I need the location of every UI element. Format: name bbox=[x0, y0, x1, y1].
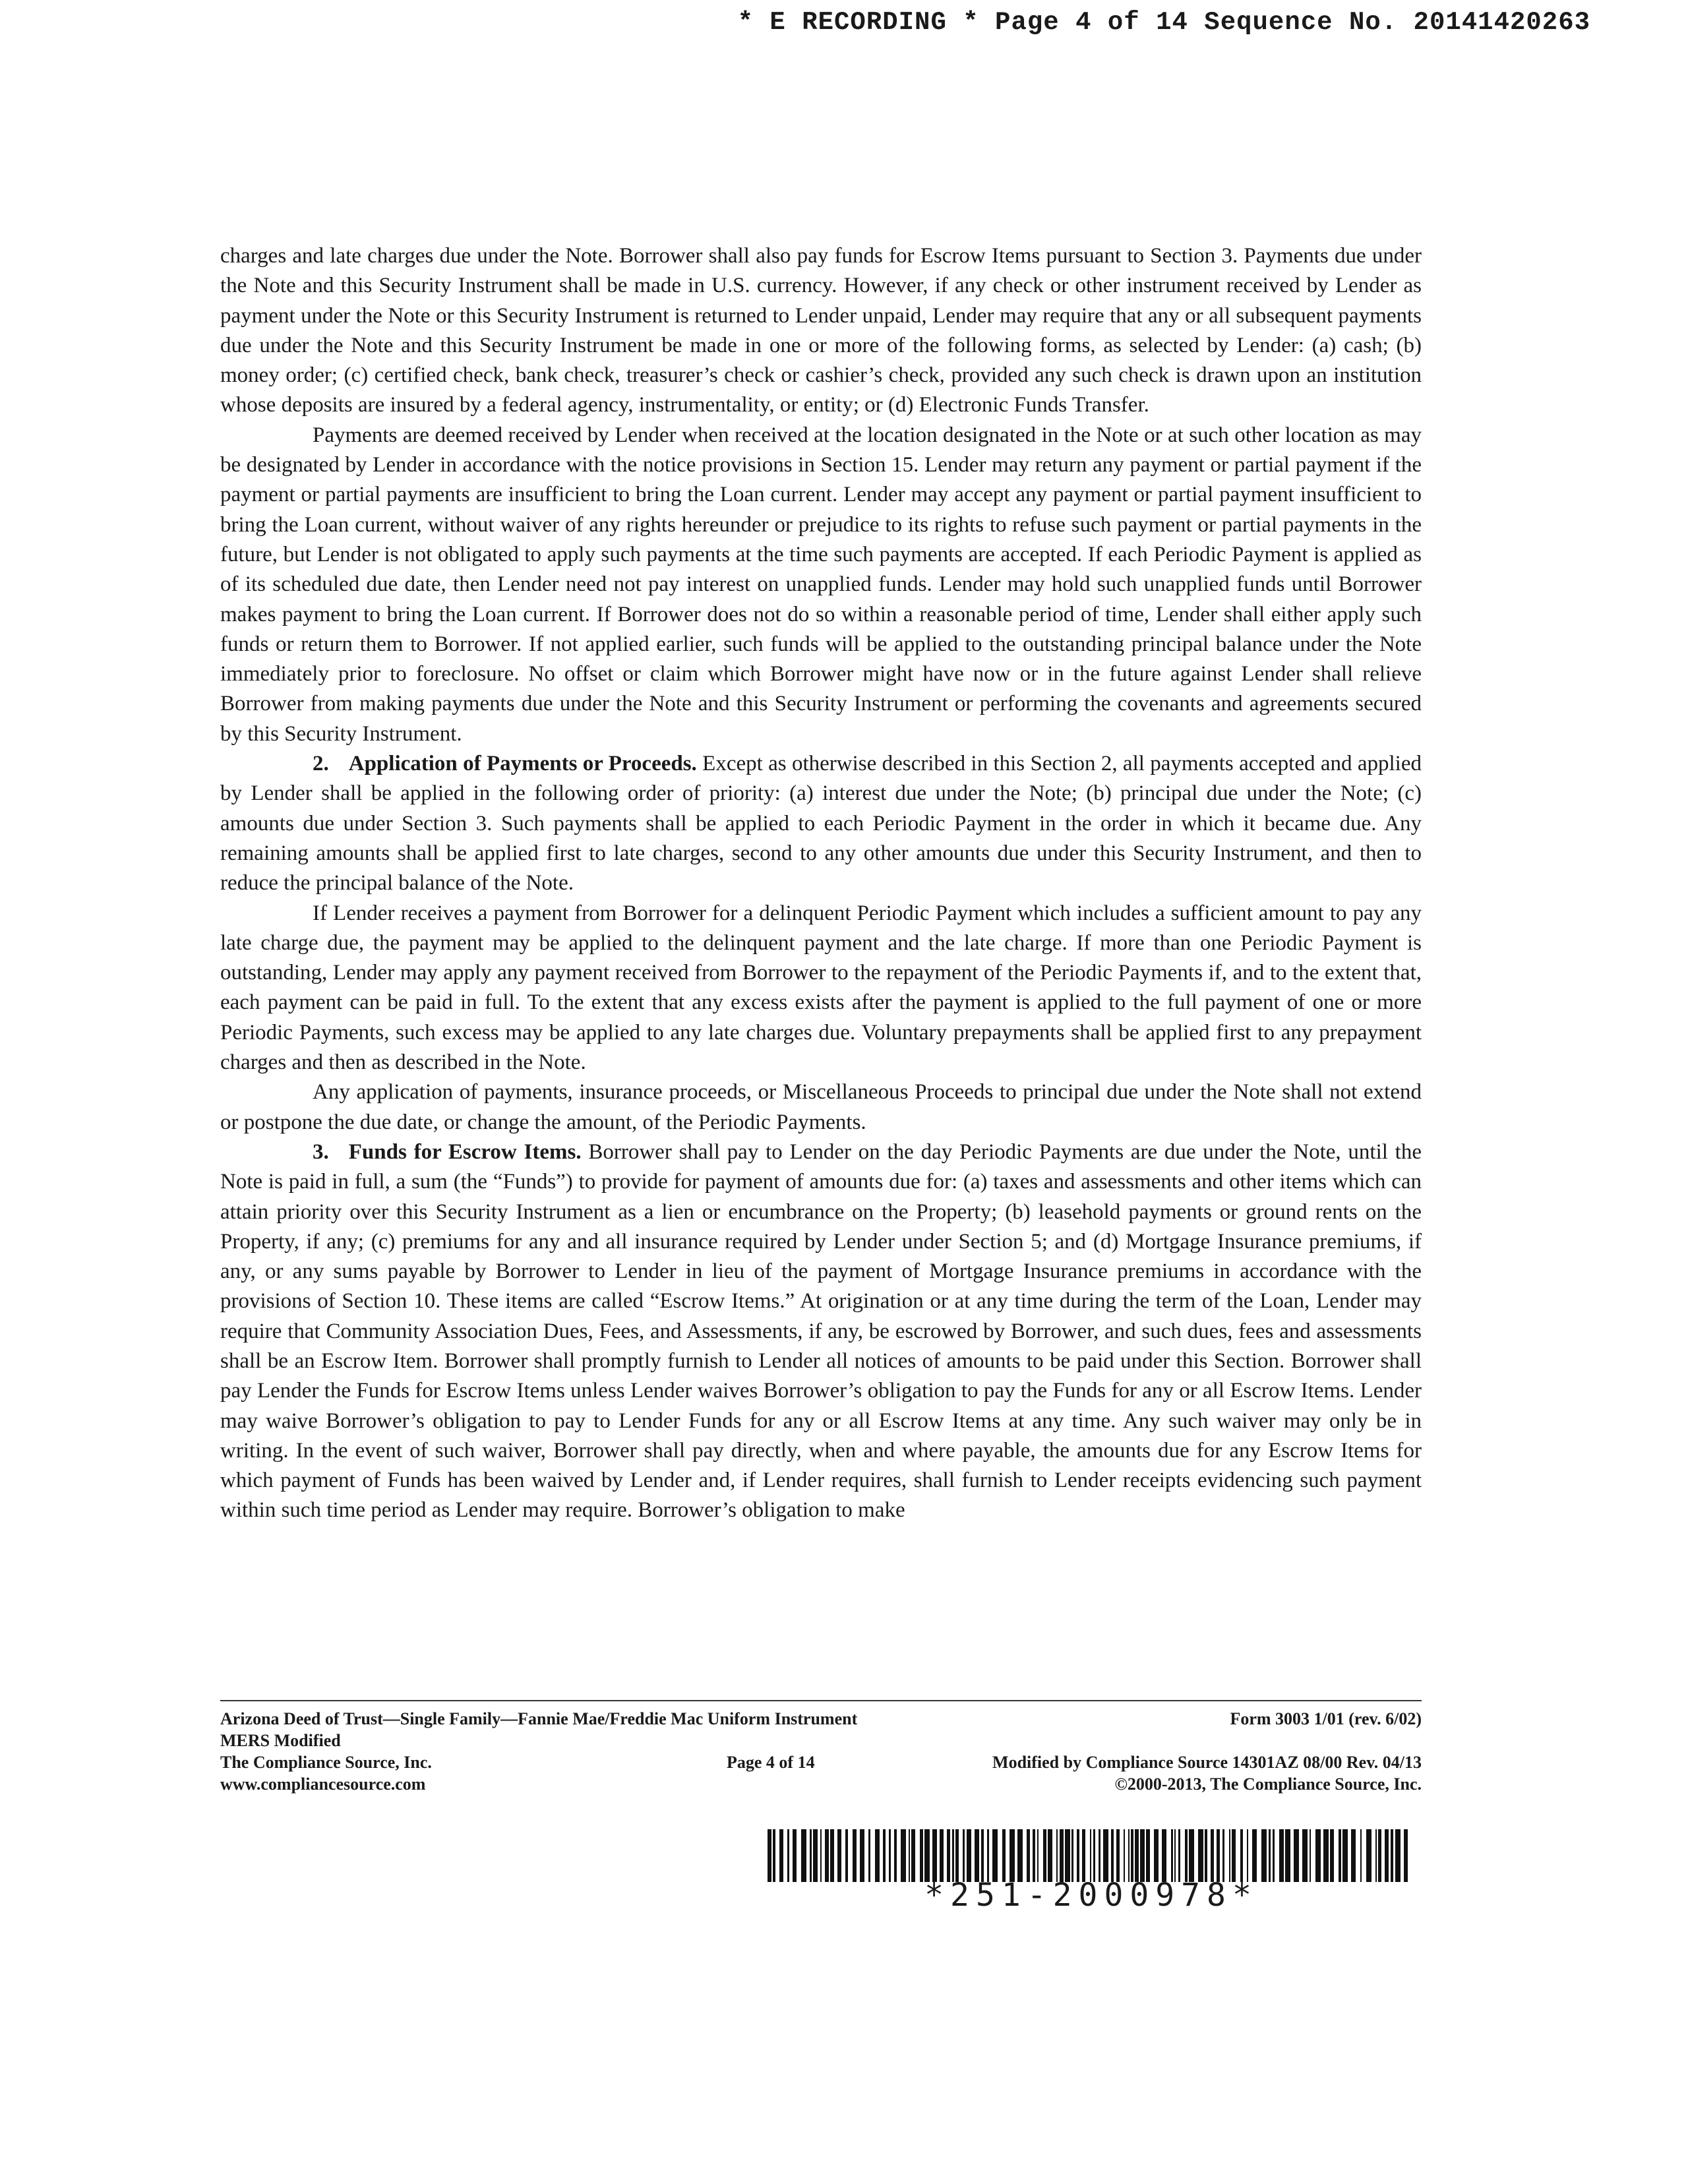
barcode-bar bbox=[813, 1829, 818, 1882]
barcode-bar bbox=[787, 1829, 789, 1882]
barcode-bar bbox=[875, 1829, 880, 1882]
footer-mers: MERS Modified bbox=[220, 1731, 341, 1750]
barcode-bar bbox=[1185, 1829, 1188, 1882]
footer-divider bbox=[220, 1700, 1422, 1701]
barcode-bar bbox=[1205, 1829, 1207, 1882]
barcode-bar bbox=[1065, 1829, 1070, 1882]
barcode-bar bbox=[820, 1829, 822, 1882]
barcode-bar bbox=[894, 1829, 897, 1882]
barcode-bar bbox=[1090, 1829, 1091, 1882]
barcode-bar bbox=[967, 1829, 971, 1882]
barcode-bar bbox=[920, 1829, 923, 1882]
barcode-bar bbox=[1391, 1829, 1393, 1882]
footer-page-number: Page 4 of 14 bbox=[727, 1753, 815, 1772]
barcode-bar bbox=[837, 1829, 841, 1882]
barcode-bar bbox=[1302, 1829, 1308, 1882]
section-3-text: Borrower shall pay to Lender on the day Periodic Payments are due under the Note, until the Note is paid in full, a sum (the “Funds”) to provide for payment of amounts due for: (a) taxes and assessments and other items which can attain priority over this Security Instrument as a lien or encumbrance on the Property; (b) leasehold payments or ground rents on the Property, if any; (c) premiums for any and all insurance required by Lender under Section 5; and (d) Mortgage Insurance premiums, if any, or any sums payable by Borrower to Lender in lieu of the payment of Mortgage Insurance premiums in accordance with the provisions of Section 10. These items are called “Escrow Items.” At origination or at any time during the term of the Loan, Lender may require that Community Association Dues, Fees, and Assessments, if any, be escrowed by Borrower, and such dues, fees and assessments shall be an Escrow Item. Borrower shall promptly furnish to Lender all notices of amounts to be paid under this Section. Borrower shall pay Lender the Funds for Escrow Items unless Lender waives Borrower’s obligation to pay the Funds for any or all Escrow Items. Lender may waive Borrower’s obligation to pay to Lender Funds for any or all Escrow Items at any time. Any such waiver may only be in writing. In the event of such waiver, Borrower shall pay directly, when and where payable, the amounts due for any Escrow Items for which payment of Funds has been waived by Lender and, if Lender requires, shall furnish to Lender receipts evidencing such payment within such time period as Lender may require. Borrower’s obligation to make bbox=[220, 1139, 1422, 1523]
barcode-bar bbox=[1171, 1829, 1173, 1882]
barcode-bar bbox=[793, 1829, 797, 1882]
barcode-bar bbox=[1043, 1829, 1046, 1882]
barcode-bar bbox=[1342, 1829, 1348, 1882]
barcode-bar bbox=[810, 1829, 812, 1882]
document-body bbox=[220, 241, 1422, 1526]
barcode-bar bbox=[1048, 1829, 1052, 1882]
barcode-bar bbox=[1269, 1829, 1271, 1882]
barcode-bar bbox=[1404, 1829, 1408, 1882]
barcode-bar bbox=[1060, 1829, 1064, 1882]
barcode-bar bbox=[1339, 1829, 1341, 1882]
barcode-bar bbox=[801, 1829, 806, 1882]
barcode-bar bbox=[963, 1829, 965, 1882]
barcode-bar bbox=[1131, 1829, 1133, 1882]
barcode-bar bbox=[932, 1829, 937, 1882]
paragraph-delinquent-payment: If Lender receives a payment from Borrower for a delinquent Periodic Payment which includes a sufficient amount to pay any late charge due, the payment may be applied to the delinquent payment and the late charge. If more than one Periodic Payment is outstanding, Lender may apply any payment received from Borrower to the repayment of the Periodic Payments if, and to the extent that, each payment can be paid in full. To the extent that any excess exists after the payment is applied to the full payment of one or more Periodic Payments, such excess may be applied to any late charges due. Voluntary prepayments shall be applied first to any prepayment charges and then as described in the Note. bbox=[220, 901, 1422, 1075]
barcode-bar bbox=[1033, 1829, 1035, 1882]
barcode-bar bbox=[853, 1829, 857, 1882]
barcode-bar bbox=[1315, 1829, 1321, 1882]
section-2-number: 2. bbox=[313, 752, 329, 776]
barcode-bar bbox=[1323, 1829, 1329, 1882]
barcode-bar bbox=[1252, 1829, 1257, 1882]
barcode-bar bbox=[1395, 1829, 1401, 1882]
barcode-bar bbox=[981, 1829, 984, 1882]
barcode-bar bbox=[1103, 1829, 1108, 1882]
footer-form-number: Form 3003 1/01 (rev. 6/02) bbox=[1230, 1709, 1422, 1728]
barcode-bar bbox=[1071, 1829, 1073, 1882]
barcode-bar bbox=[779, 1829, 783, 1882]
barcode-bar bbox=[909, 1829, 910, 1882]
footer-company: The Compliance Source, Inc. bbox=[220, 1753, 432, 1772]
paragraph-payment-forms: charges and late charges due under the Note. Borrower shall also pay funds for Escrow Items pursuant to Section 3. Payments due under the Note and this Security Instrument shall be made in U.S. currency. However, if any check or other instrument received by Lender as payment under the Note or this Security Instrument is returned to Lender unpaid, Lender may require that any or all subsequent payments due under the Note and this Security Instrument be made in one or more of the following forms, as selected by Lender: (a) cash; (b) money order; (c) certified check, bank check, treasurer’s check or cashier’s check, provided any such check is drawn upon an institution whose deposits are insured by a federal agency, instrumentality, or entity; or (d) Electronic Funds Transfer. bbox=[220, 244, 1422, 417]
barcode-bar bbox=[1247, 1829, 1248, 1882]
barcode-bar bbox=[1378, 1829, 1381, 1882]
barcode-bar bbox=[825, 1829, 829, 1882]
section-2-text: Except as otherwise described in this Section 2, all payments accepted and applied by Lender shall be applied in the following order of priority: (a) interest due under the Note; (b) principal due under the Note; (c) amounts due under Section 3. Such payments shall be applied to each Periodic Payment in the order in which it became due. Any remaining amounts shall be applied first to late charges, second to any other amounts due under this Security Instrument, and then to reduce the principal balance of the Note. bbox=[220, 752, 1422, 895]
barcode-bar bbox=[889, 1829, 891, 1882]
barcode-bar bbox=[1375, 1829, 1377, 1882]
barcode-bar bbox=[1198, 1829, 1203, 1882]
barcode-bar bbox=[1232, 1829, 1236, 1882]
barcode-bar bbox=[1285, 1829, 1290, 1882]
barcode-bar bbox=[860, 1829, 864, 1882]
form-footer bbox=[220, 1708, 1422, 1820]
barcode-bar bbox=[845, 1829, 848, 1882]
barcode-bar bbox=[1037, 1829, 1039, 1882]
barcode-bar bbox=[1082, 1829, 1085, 1882]
barcode-bar bbox=[1330, 1829, 1334, 1882]
section-2-title: Application of Payments or Proceeds. bbox=[348, 752, 697, 776]
barcode-bar bbox=[1360, 1829, 1362, 1882]
barcode-bar bbox=[1128, 1829, 1130, 1882]
barcode-bar bbox=[1366, 1829, 1372, 1882]
barcode-bar bbox=[940, 1829, 944, 1882]
barcode-bar bbox=[1211, 1829, 1214, 1882]
barcode-bar bbox=[1261, 1829, 1267, 1882]
barcode-bar bbox=[1002, 1829, 1006, 1882]
section-3-title: Funds for Escrow Items. bbox=[348, 1139, 582, 1164]
barcode-bar bbox=[773, 1829, 775, 1882]
section-3 bbox=[220, 1138, 1422, 1526]
barcode-bar bbox=[768, 1829, 771, 1882]
barcode-bar bbox=[1146, 1829, 1150, 1882]
footer-modified: Modified by Compliance Source 14301AZ 08/00 Rev. 04/13 bbox=[992, 1753, 1422, 1772]
footer-form-title: Arizona Deed of Trust—Single Family—Fannie Mae/Freddie Mac Uniform Instrument bbox=[220, 1709, 858, 1728]
barcode-bar bbox=[1124, 1829, 1125, 1882]
barcode-bar bbox=[1351, 1829, 1356, 1882]
barcode-bar bbox=[947, 1829, 950, 1882]
barcode-bar bbox=[1116, 1829, 1120, 1882]
barcode-bar bbox=[1154, 1829, 1159, 1882]
barcode-bar bbox=[883, 1829, 886, 1882]
barcode-bar bbox=[1294, 1829, 1299, 1882]
barcode-bar bbox=[1010, 1829, 1015, 1882]
barcode-bar bbox=[901, 1829, 906, 1882]
barcode-bar bbox=[955, 1829, 959, 1882]
barcode bbox=[765, 1829, 1418, 1882]
section-2 bbox=[220, 749, 1422, 898]
barcode-bar bbox=[1217, 1829, 1220, 1882]
barcode-bar bbox=[868, 1829, 870, 1882]
barcode-bar bbox=[1077, 1829, 1079, 1882]
barcode-bar bbox=[1099, 1829, 1100, 1882]
barcode-bar bbox=[1240, 1829, 1243, 1882]
barcode-bar bbox=[1135, 1829, 1139, 1882]
barcode-bar bbox=[1174, 1829, 1176, 1882]
footer-website: www.compliancesource.com bbox=[220, 1774, 426, 1794]
barcode-bar bbox=[1310, 1829, 1311, 1882]
section-3-number: 3. bbox=[313, 1139, 329, 1164]
barcode-bar bbox=[1111, 1829, 1114, 1882]
barcode-bar bbox=[1222, 1829, 1224, 1882]
barcode-bar bbox=[1189, 1829, 1194, 1882]
barcode-text: *251-2000978* bbox=[924, 1877, 1258, 1914]
footer-copyright: ©2000-2013, The Compliance Source, Inc. bbox=[1114, 1774, 1422, 1794]
barcode-bar bbox=[1027, 1829, 1030, 1882]
barcode-bar bbox=[1279, 1829, 1284, 1882]
barcode-bar bbox=[1385, 1829, 1389, 1882]
barcode-bar bbox=[987, 1829, 989, 1882]
barcode-bar bbox=[992, 1829, 998, 1882]
barcode-bar bbox=[975, 1829, 979, 1882]
barcode-bar bbox=[911, 1829, 915, 1882]
barcode-bar bbox=[952, 1829, 954, 1882]
barcode-bar bbox=[830, 1829, 834, 1882]
barcode-bar bbox=[1017, 1829, 1023, 1882]
barcode-bar bbox=[1229, 1829, 1230, 1882]
barcode-bar bbox=[924, 1829, 930, 1882]
barcode-bar bbox=[1140, 1829, 1145, 1882]
barcode-bar bbox=[1056, 1829, 1058, 1882]
barcode-bar bbox=[1162, 1829, 1166, 1882]
recording-header: * E RECORDING * Page 4 of 14 Sequence No. 20141420263 bbox=[737, 8, 1590, 37]
barcode-bar bbox=[1273, 1829, 1275, 1882]
paragraph-application-of-payments: Any application of payments, insurance proceeds, or Miscellaneous Proceeds to principal due under the Note shall not extend or postpone the due date, or change the amount, of the Periodic Payments. bbox=[220, 1080, 1422, 1134]
barcode-bar bbox=[1093, 1829, 1095, 1882]
barcode-bar bbox=[1178, 1829, 1180, 1882]
paragraph-payments-received: Payments are deemed received by Lender when received at the location designated in the Note or at such other location as may be designated by Lender in accordance with the notice provisions in Section 15. Lender may return any payment or partial payment if the payment or partial payments are insufficient to bring the Loan current. Lender may accept any payment or partial payment insufficient to bring the Loan current, without waiver of any rights hereunder or prejudice to its rights to refuse such payment or partial payments in the future, but Lender is not obligated to apply such payments at the time such payments are accepted. If each Periodic Payment is applied as of its scheduled due date, then Lender need not pay interest on unapplied funds. Lender may hold such unapplied funds until Borrower makes payment to bring the Loan current. If Borrower does not do so within a reasonable period of time, Lender shall either apply such funds or return them to Borrower. If not applied earlier, such funds will be applied to the outstanding principal balance under the Note immediately prior to foreclosure. No offset or claim which Borrower might have now or in the future against Lender shall relieve Borrower from making payments due under the Note and this Security Instrument or performing the covenants and agreements secured by this Security Instrument. bbox=[220, 423, 1422, 746]
